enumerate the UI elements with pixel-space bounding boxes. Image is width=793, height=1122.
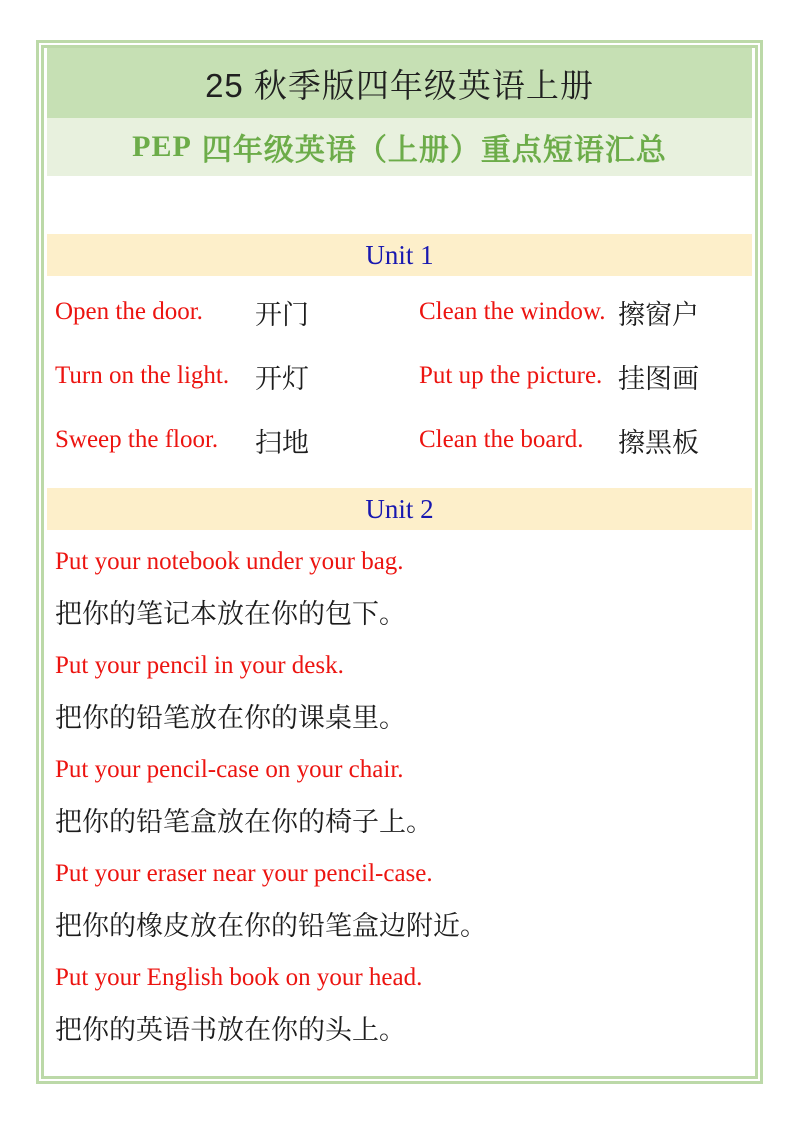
unit1-phrase-list [47,280,752,472]
sentence-english: Put your eraser near your pencil-case. [55,860,433,887]
unit2-header-band [47,488,752,530]
unit2-label: Unit 2 [365,493,434,524]
sentence-english: Put your English book on your head. [55,964,423,991]
sentence-chinese: 把你的铅笔放在你的课桌里。 [55,703,406,733]
sentence-english: Put your pencil in your desk. [55,652,344,679]
phrase-english: Sweep the floor. [55,426,219,453]
sentence-chinese: 把你的英语书放在你的头上。 [55,1015,406,1045]
phrase-english: Turn on the light. [55,362,230,389]
phrase-english: Clean the window. [419,298,606,325]
sentence-chinese: 把你的铅笔盒放在你的椅子上。 [55,807,433,837]
phrase-english: Put up the picture. [419,362,603,389]
sentence-chinese: 把你的橡皮放在你的铅笔盒边附近。 [55,911,487,941]
phrase-row [55,280,752,344]
document-subtitle: 四年级英语（上册）重点短语汇总 [201,134,667,167]
sentence-english: Put your notebook under your bag. [55,548,404,575]
phrase-chinese: 开门 [255,299,309,330]
sentence-chinese: 把你的笔记本放在你的包下。 [55,599,406,629]
document-title-band [47,48,752,118]
phrase-row [55,408,752,472]
phrase-english: Clean the board. [419,426,584,453]
phrase-chinese: 擦黑板 [618,427,699,458]
phrase-chinese: 挂图画 [618,363,699,394]
document-subtitle-band [47,118,752,176]
sentence-english: Put your pencil-case on your chair. [55,756,404,783]
unit1-header-band [47,234,752,276]
phrase-chinese: 擦窗户 [618,299,699,330]
phrase-chinese: 扫地 [255,427,309,458]
phrase-english: Open the door. [55,298,203,325]
document-page [36,40,763,1084]
unit1-label: Unit 1 [365,239,434,270]
document-title: 25 秋季版四年级英语上册 [205,66,594,104]
phrase-chinese: 开灯 [255,363,309,394]
phrase-row [55,344,752,408]
blank-spacer [47,176,752,234]
subtitle-prefix: PEP [132,130,192,163]
unit2-sentence-list [47,536,752,1056]
